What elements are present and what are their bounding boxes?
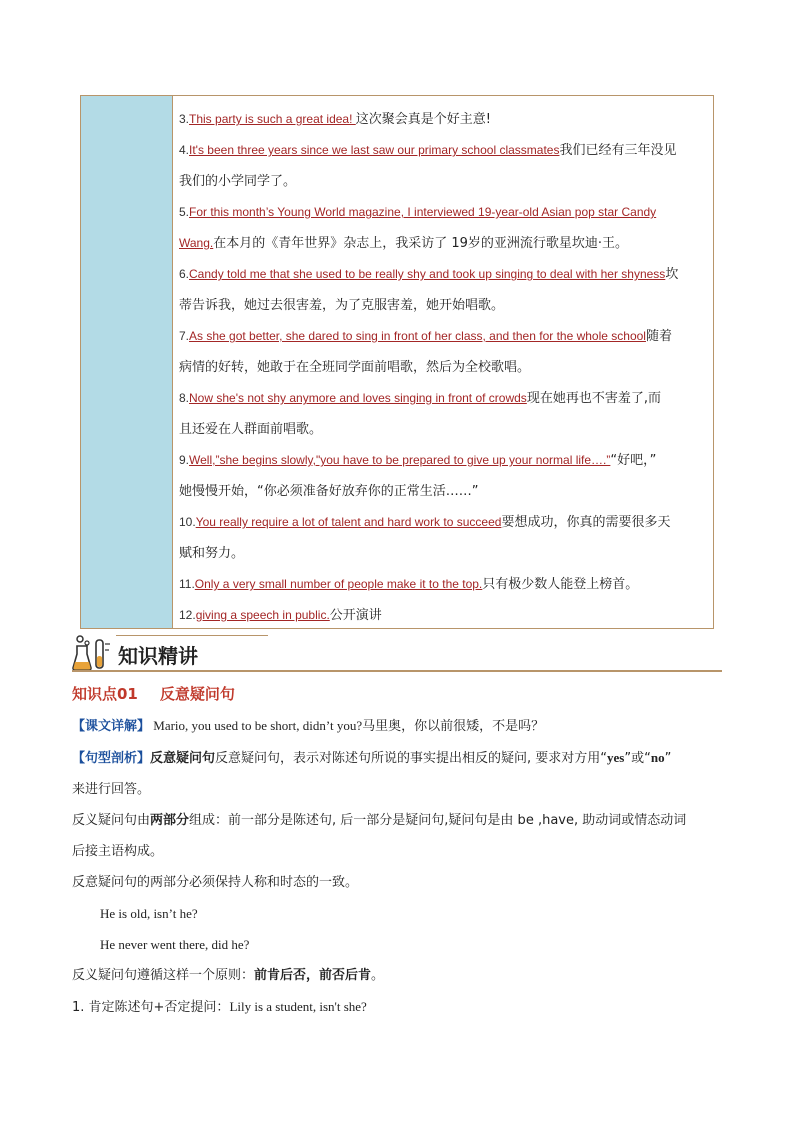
sentence-english: Candy told me that she used to be really shy and took up singing to deal with her shyness	[189, 267, 666, 281]
sentence-english: giving a speech in public.	[195, 608, 330, 622]
sentence-chinese: “好吧，”	[610, 453, 657, 468]
sentence-line	[179, 104, 707, 135]
sentence-english: Now she's not shy anymore and loves singing in front of crowds	[189, 391, 527, 405]
detail-en: Mario, you used to be short, didn’t you?	[150, 718, 363, 733]
sentence-number: 8.	[179, 391, 190, 405]
section-title: 知识精讲	[118, 644, 198, 668]
analysis-yes: yes	[607, 750, 625, 765]
sentence-line	[179, 507, 707, 538]
sentence-number: 3.	[179, 112, 190, 126]
sentence-chinese: 坎	[665, 267, 679, 282]
sentence-number: 4.	[179, 143, 190, 157]
header-bottom-rule	[72, 670, 722, 672]
sentence-english: It's been three years since we last saw our primary school classmates	[189, 143, 560, 157]
vocab-table	[80, 95, 714, 629]
example-2: He never went there, did he?	[100, 937, 250, 952]
sentence-chinese: 要想成功，你真的需要很多天	[501, 515, 671, 530]
sentence-english: You really require a lot of talent and hard work to succeed	[195, 515, 502, 529]
sentence-chinese: 随着	[645, 329, 672, 344]
sentence-line	[179, 383, 707, 414]
header-top-rule	[116, 635, 268, 636]
sentence-line	[179, 197, 707, 228]
sentence-chinese: 现在她再也不害羞了,而	[526, 391, 661, 406]
sentence-english: Well,”she begins slowly,"you have to be prepared to give up your normal life….”	[189, 453, 611, 467]
sentence-english: For this month’s Young World magazine, I interviewed 19-year-old Asian pop star Candy	[189, 205, 657, 219]
table-side-cell	[81, 96, 173, 628]
analysis-bold: 反意疑问句	[150, 751, 216, 766]
text-detail-line	[72, 710, 724, 742]
rule-1-en: Lily is a student, isn't she?	[229, 999, 367, 1014]
compose-bold: 两部分	[150, 813, 190, 828]
sentence-line	[179, 259, 707, 290]
principle-pre: 反义疑问句遵循这样一个原则：	[72, 968, 255, 983]
sentence-chinese: 在本月的《青年世界》杂志上，我采访了 19岁的亚洲流行歌星坎迪·王。	[213, 236, 629, 251]
sentence-line	[179, 600, 707, 631]
sentence-number: 5.	[179, 205, 190, 219]
sentence-chinese: 公开演讲	[329, 608, 382, 623]
compose-post: 组成：前一部分是陈述句, 后一部分是疑问句,疑问句是由 be ,have, 助动词或情态动词	[189, 813, 687, 828]
sentence-number: 6.	[179, 267, 190, 281]
principle-line	[72, 960, 724, 991]
sentence-chinese: 赋和努力。	[179, 546, 245, 561]
sentence-chinese: 她慢慢开始，“你必须准备好放弃你的正常生活……”	[179, 484, 479, 499]
sentence-line	[179, 352, 707, 383]
composition-line-2: 后接主语构成。	[72, 844, 164, 859]
analysis-text1: 反意疑问句，表示对陈述句所说的事实提出相反的疑问, 要求对方用“	[215, 751, 608, 766]
sentence-english: Only a very small number of people make it to the top.	[194, 577, 483, 591]
rule-1-cn: 1. 肯定陈述句+否定提问：	[72, 1000, 230, 1015]
sentence-chinese: 蒂告诉我，她过去很害羞，为了克服害羞，她开始唱歌。	[179, 298, 505, 313]
sentence-line	[179, 135, 707, 166]
sentence-line	[179, 321, 707, 352]
principle-end: 。	[371, 968, 385, 983]
sentence-line	[179, 228, 707, 259]
principle-bold: 前肯后否，前否后肯	[254, 968, 372, 983]
sentence-chinese: 我们已经有三年没见	[559, 143, 677, 158]
table-main-cell	[173, 96, 713, 628]
sentence-number: 9.	[179, 453, 190, 467]
lab-flask-icon	[72, 634, 112, 672]
knowledge-content	[72, 680, 724, 1023]
sentence-line	[179, 166, 707, 197]
sentence-number: 7.	[179, 329, 190, 343]
analysis-line	[72, 742, 724, 774]
composition-line	[72, 805, 724, 836]
sentence-english: This party is such a great idea!	[189, 112, 356, 126]
knowledge-point-label: 知识点01	[72, 685, 138, 703]
sentence-line	[179, 538, 707, 569]
sentence-line	[179, 445, 707, 476]
sentence-line	[179, 476, 707, 507]
compose-pre: 反义疑问句由	[72, 813, 151, 828]
sentence-line	[179, 414, 707, 445]
consistency-line: 反意疑问句的两部分必须保持人称和时态的一致。	[72, 875, 359, 890]
sentence-line	[179, 290, 707, 321]
sentence-chinese: 只有极少数人能登上榜首。	[482, 577, 639, 592]
analysis-bracket-label: 【句型剖析】	[72, 751, 151, 766]
analysis-text2: ”或“	[624, 751, 651, 766]
example-1: He is old, isn’t he?	[100, 906, 198, 921]
sentence-english: As she got better, she dared to sing in front of her class, and then for the whole school	[189, 329, 646, 343]
sentence-number: 12.	[179, 608, 196, 622]
knowledge-point-name: 反意疑问句	[159, 685, 235, 703]
sentence-chinese: 这次聚会真是个好主意!	[355, 112, 491, 127]
sentence-number: 11.	[179, 577, 195, 591]
sentence-chinese: 我们的小学同学了。	[179, 174, 297, 189]
detail-cn: 马里奥，你以前很矮，不是吗？	[362, 719, 545, 734]
knowledge-point-title	[72, 683, 724, 704]
sentence-english: Wang.	[179, 236, 214, 250]
sentence-chinese: 且还爱在人群面前唱歌。	[179, 422, 323, 437]
section-header	[72, 632, 722, 674]
sentence-chinese: 病情的好转，她敢于在全班同学面前唱歌，然后为全校歌唱。	[179, 360, 531, 375]
analysis-line-2: 来进行回答。	[72, 782, 151, 797]
sentence-line	[179, 569, 707, 600]
analysis-text3: ”	[664, 751, 672, 766]
sentence-number: 10.	[179, 515, 196, 529]
detail-bracket-label: 【课文详解】	[72, 719, 151, 734]
rule-1-line	[72, 991, 724, 1023]
analysis-no: no	[650, 750, 665, 765]
